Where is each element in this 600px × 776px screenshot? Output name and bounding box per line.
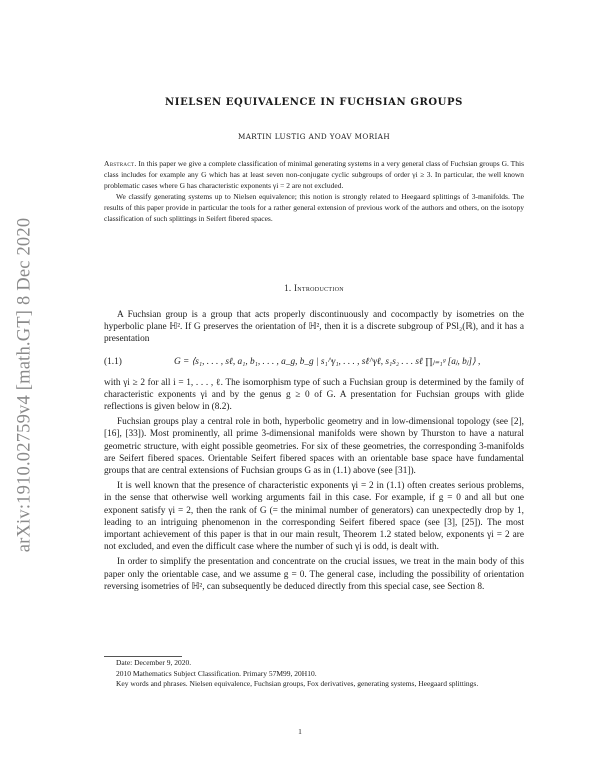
footnote-date: Date: December 9, 2020. bbox=[116, 658, 192, 667]
section-heading-introduction: 1. Introduction bbox=[284, 283, 344, 293]
abstract-label: Abstract. bbox=[104, 159, 137, 168]
intro-paragraph-5: In order to simplify the presentation and concentrate on the crucial issues, we treat in the main body of this paper only the orientable case, and we assume g = 0. The general case, including the possibility of orientation reversing isometries of ℍ², can subsequently be deduced directly from this special case, see Section 8. bbox=[104, 557, 524, 592]
intro-paragraph-1: A Fuchsian group is a group that acts properly discontinuously and cocompactly by isometries on the hyperbolic plane ℍ². If G preserves the orientation of ℍ², then it is a discrete subgroup of PSl₂(ℝ), and it has a presentation bbox=[104, 310, 524, 345]
intro-paragraph-4: It is well known that the presence of characteristic exponents γi = 2 in (1.1) often creates serious problems, in the sense that otherwise well working arguments fail in this case. For example, if g = 0 and all but one exponent satisfy γi = 2, then the rank of G (= the minimal number of generators) can unexpectedly drop by 1, leading to an intriguing phenomenon in the corresponding Seifert fibered space (see [3], [25]). The most important achievement of this paper is that in our main result, Theorem 1.2 stated below, exponents γi = 2 are not excluded, and even the difficult case where the number of such γi is odd, is dealt with. bbox=[104, 481, 524, 553]
abstract bbox=[104, 159, 524, 224]
paper-authors: MARTIN LUSTIG AND YOAV MORIAH bbox=[237, 132, 391, 141]
arxiv-identifier-sidebar bbox=[10, 170, 40, 600]
intro-paragraph-2: with γi ≥ 2 for all i = 1, . . . , ℓ. The isomorphism type of such a Fuchsian group is determined by the family of characteristic exponents γi and by the genus g ≥ 0 of G. A presentation for Fuchsian groups with glide reflections is given below in (8.2). bbox=[104, 377, 524, 413]
abstract-paragraph-1 bbox=[104, 159, 524, 192]
footnote-rule bbox=[104, 656, 182, 657]
footnote-msc: 2010 Mathematics Subject Classification. Primary 57M99, 20H10. bbox=[116, 668, 317, 678]
equation-1-1 bbox=[104, 348, 524, 376]
introduction-body bbox=[104, 309, 524, 593]
equation-number: (1.1) bbox=[104, 356, 122, 367]
abstract-paragraph-2: We classify generating systems up to Nielsen equivalence; this notion is strongly related to Heegaard splittings of 3-manifolds. The results of this paper provide in particular the tools for a rather general extension of previous work of the authors and others, on the isotopy classification of such splittings in Seifert fibered spaces. bbox=[104, 191, 524, 223]
paper-title: NIELSEN EQUIVALENCE IN FUCHSIAN GROUPS bbox=[165, 97, 463, 108]
equation-formula: G = ⟨s₁, . . . , sℓ, a₁, b₁, . . . , a_g, b_g | s₁^γ₁, . . . , sℓ^γℓ, s₁s₂ . . . sℓ ∏ⱼ₌₁ᵍ [aⱼ, bⱼ]⟩ , bbox=[174, 356, 481, 367]
intro-paragraph-3: Fuchsian groups play a central role in both, hyperbolic geometry and in low-dimensional topology (see [2], [16], [33]). Most prominently, all prime 3-dimensional manifolds were shown by Thurston to have a natural geometric structure, with eight possible geometries. For six of these geometries, the corresponding 3-manifolds are Seifert fibered spaces. Orientable Seifert fibered spaces with an orientable base space have fundamental groups that are central extensions of Fuchsian groups G as in (1.1) above (see [31]). bbox=[104, 417, 524, 477]
arxiv-identifier: arXiv:1910.02759v4 [math.GT] 8 Dec 2020 bbox=[14, 217, 35, 553]
footnotes bbox=[104, 658, 524, 690]
page-number: 1 bbox=[298, 727, 302, 736]
footnote-keywords: Key words and phrases. Nielsen equivalence, Fuchsian groups, Fox derivatives, generating systems, Heegaard splittings. bbox=[116, 679, 479, 689]
abstract-text-1: In this paper we give a complete classification of minimal generating systems in a very general class of Fuchsian groups G. This class includes for example any G which has at least seven non-conjugate cyclic subgroups of order γi ≥ 3. In particular, the well known problematic cases where G has characteristic exponents γi = 2 are not excluded. bbox=[104, 159, 524, 190]
